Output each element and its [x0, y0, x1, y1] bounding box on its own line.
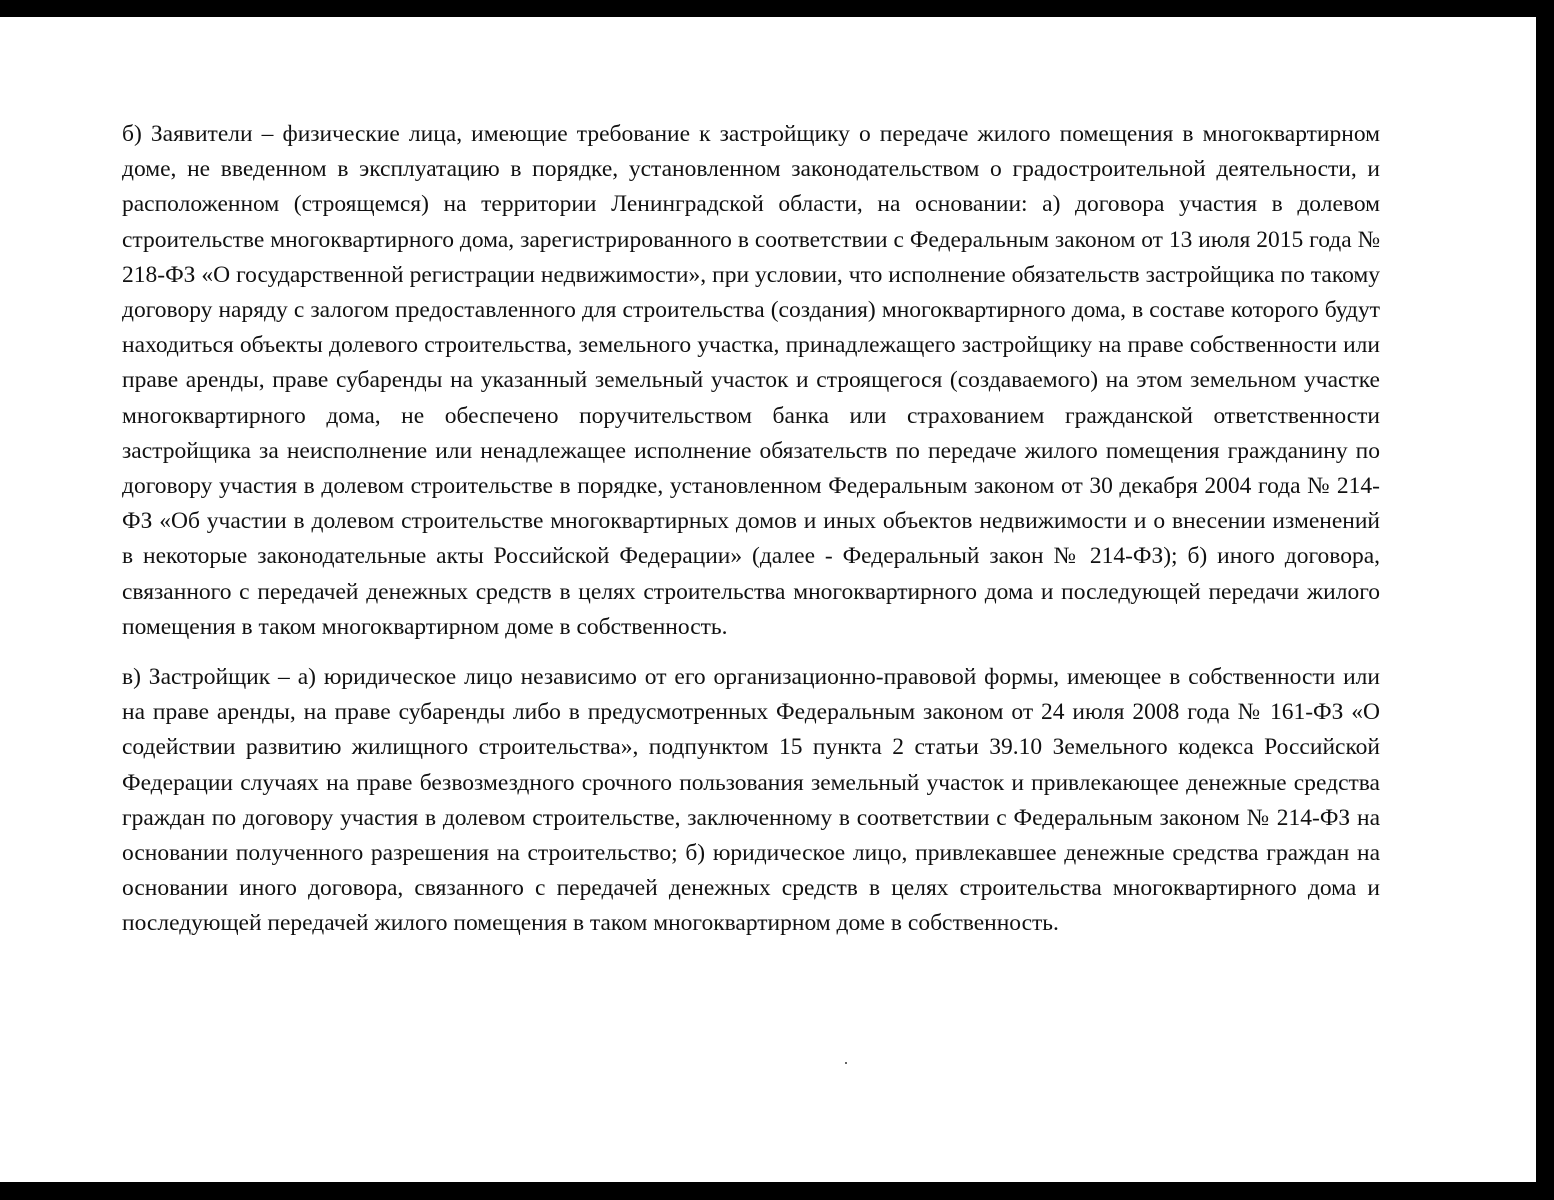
- document-page: [0, 17, 1536, 1182]
- paragraph-developer: в) Застройщик – а) юридическое лицо независимо от его организационно-правовой формы, имеющее в собственности или на праве аренды, на праве субаренды либо в предусмотренных Федеральным законом от 24 июля 2008 года № 161-ФЗ «О содействии развитию жилищного строительства», подпунктом 15 пункта 2 статьи 39.10 Земельного кодекса Российской Федерации случаях на праве безвозмездного срочного пользования земельный участок и привлекающее денежные средства граждан по договору участия в долевом строительстве, заключенному в соответствии с Федеральным законом № 214-ФЗ на основании полученного разрешения на строительство; б) юридическое лицо, привлекавшее денежные средства граждан на основании иного договора, связанного с передачей денежных средств в целях строительства многоквартирного дома и последующей передачей жилого помещения в таком многоквартирном доме в собственность.: [122, 664, 1380, 937]
- scan-speck: [845, 1062, 847, 1064]
- document-body: [122, 117, 1380, 942]
- paragraph-applicants: б) Заявители – физические лица, имеющие требование к застройщику о передаче жилого помещения в многоквартирном доме, не введенном в эксплуатацию в порядке, установленном законодательством о градостроительной деятельности, и расположенном (строящемся) на территории Ленинградской области, на основании: а) договора участия в долевом строительстве многоквартирного дома, зарегистрированного в соответствии с Федеральным законом от 13 июля 2015 года № 218-ФЗ «О государственной регистрации недвижимости», при условии, что исполнение обязательств застройщика по такому договору наряду с залогом предоставленного для строительства (создания) многоквартирного дома, в составе которого будут находиться объекты долевого строительства, земельного участка, принадлежащего застройщику на праве собственности или праве аренды, праве субаренды на указанный земельный участок и строящегося (создаваемого) на этом земельном участке многоквартирного дома, не обеспечено поручительством банка или страхованием гражданской ответственности застройщика за неисполнение или ненадлежащее исполнение обязательств по передаче жилого помещения гражданину по договору участия в долевом строительстве в порядке, установленном Федеральным законом от 30 декабря 2004 года № 214-ФЗ «Об участии в долевом строительстве многоквартирных домов и иных объектов недвижимости и о внесении изменений в некоторые законодательные акты Российской Федерации» (далее - Федеральный закон № 214-ФЗ); б) иного договора, связанного с передачей денежных средств в целях строительства многоквартирного дома и последующей передачи жилого помещения в таком многоквартирном доме в собственность.: [122, 121, 1380, 640]
